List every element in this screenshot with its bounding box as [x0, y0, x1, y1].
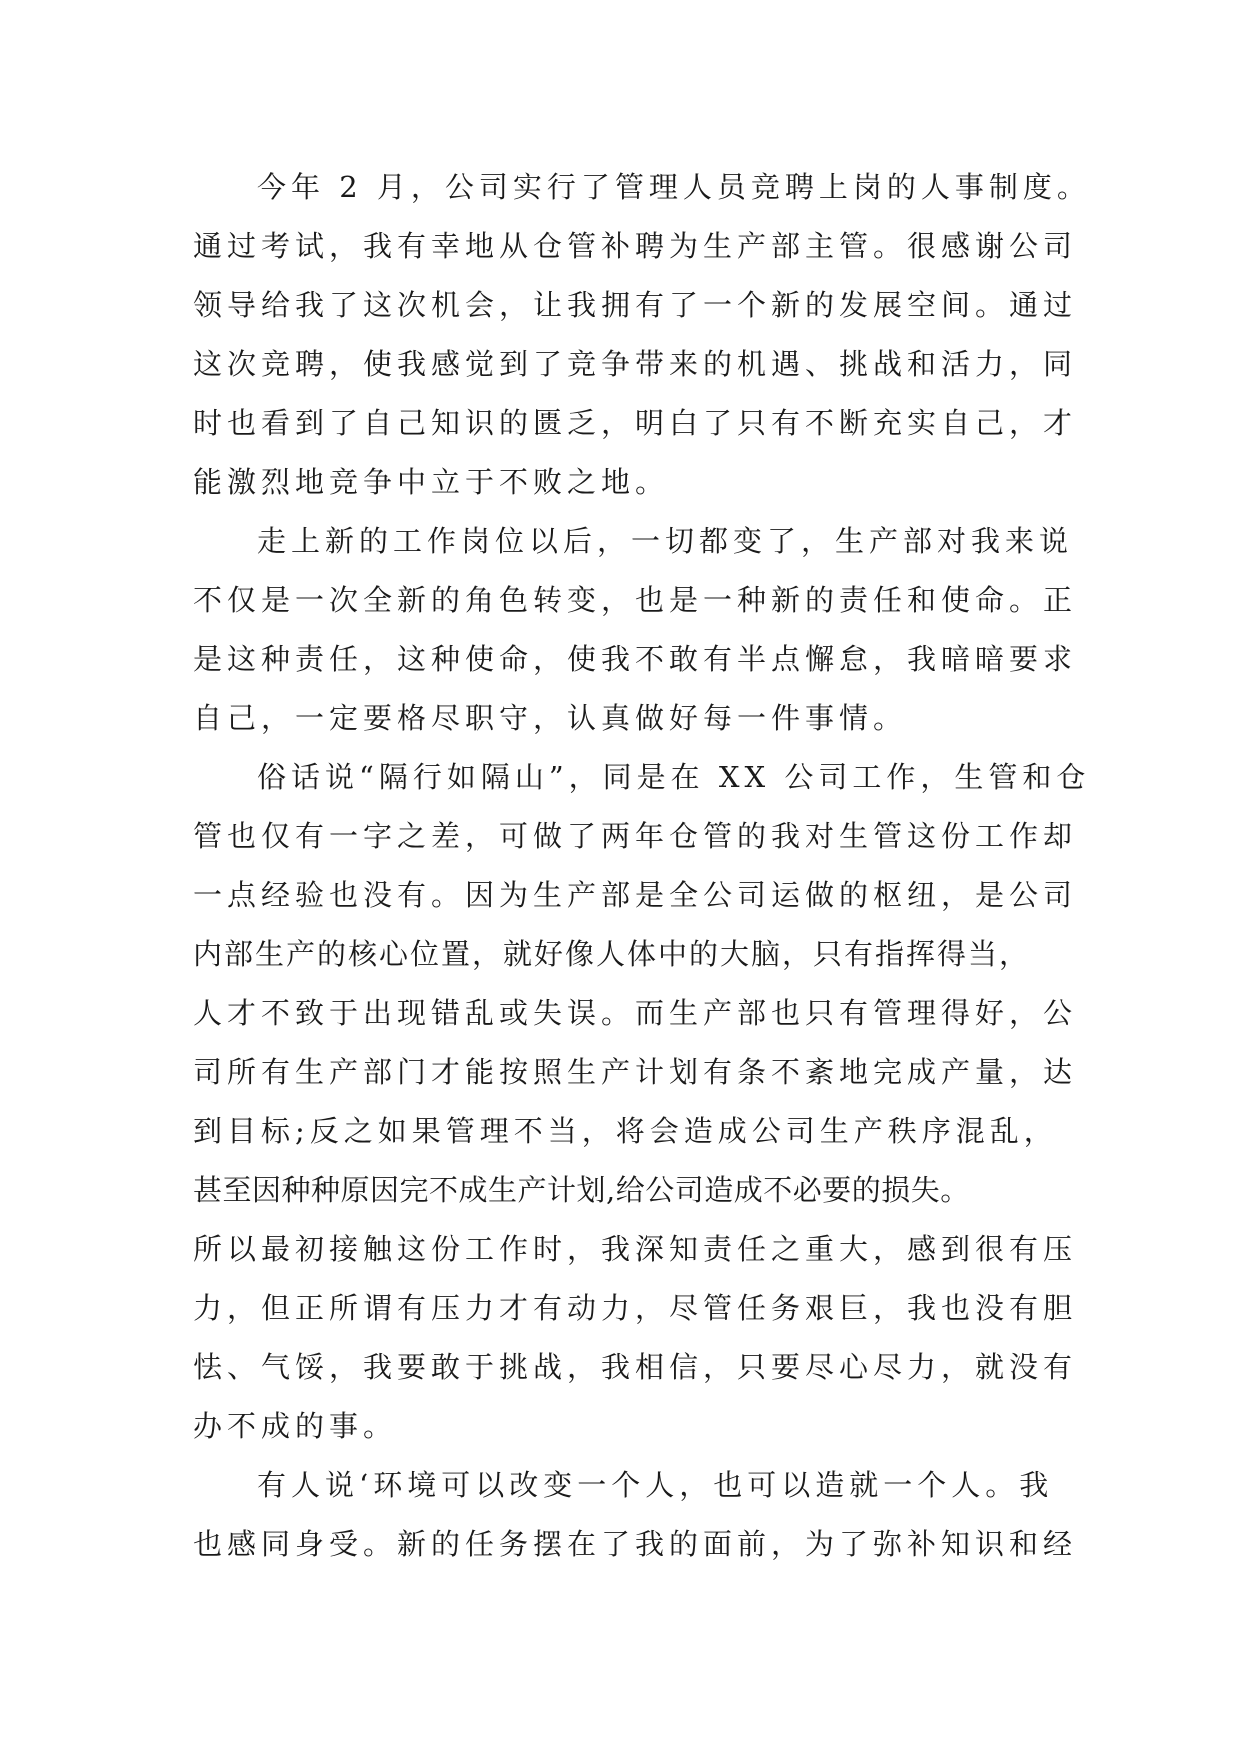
- paragraph-3-line-7: 到目标;反之如果管理不当，将会造成公司生产秩序混乱，: [193, 1114, 1058, 1148]
- paragraph-3-line-8: 甚至因种种原因完不成生产计划,给公司造成不必要的损失。: [193, 1173, 970, 1207]
- paragraph-3-line-11: 怯、气馁，我要敢于挑战，我相信，只要尽心尽力，就没有: [193, 1350, 1078, 1384]
- paragraph-3-line-4: 内部生产的核心位置，就好像人体中的大脑，只有指挥得当，: [193, 937, 1031, 971]
- paragraph-2-line-1: 走上新的工作岗位以后，一切都变了，生产部对我来说: [257, 524, 1074, 558]
- paragraph-3-line-2: 管也仅有一字之差，可做了两年仓管的我对生管这份工作却: [193, 819, 1078, 853]
- paragraph-2-line-3: 是这种责任，这种使命，使我不敢有半点懈怠，我暗暗要求: [193, 642, 1078, 676]
- paragraph-4-line-1: 有人说‘环境可以改变一个人，也可以造就一个人。我: [257, 1468, 1054, 1502]
- paragraph-1-line-4: 这次竞聘，使我感觉到了竞争带来的机遇、挑战和活力，同: [193, 347, 1078, 381]
- paragraph-1-line-2: 通过考试，我有幸地从仓管补聘为生产部主管。很感谢公司: [193, 229, 1078, 263]
- document-body: [193, 158, 1091, 1574]
- paragraph-1-line-6: 能激烈地竞争中立于不败之地。: [193, 465, 670, 499]
- paragraph-3-line-9: 所以最初接触这份工作时，我深知责任之重大，感到很有压: [193, 1232, 1078, 1266]
- paragraph-3-line-3: 一点经验也没有。因为生产部是全公司运做的枢纽，是公司: [193, 878, 1078, 912]
- paragraph-3-line-1: 俗话说“隔行如隔山”，同是在 XX 公司工作，生管和仓: [257, 760, 1091, 794]
- paragraph-1-line-5: 时也看到了自己知识的匮乏，明白了只有不断充实自己，才: [193, 406, 1078, 440]
- paragraph-1-line-3: 领导给我了这次机会，让我拥有了一个新的发展空间。通过: [193, 288, 1078, 322]
- paragraph-3-line-12: 办不成的事。: [193, 1409, 398, 1443]
- paragraph-2-line-2: 不仅是一次全新的角色转变，也是一种新的责任和使命。正: [193, 583, 1078, 617]
- paragraph-1-line-1: 今年 2 月，公司实行了管理人员竞聘上岗的人事制度。: [257, 170, 1091, 204]
- paragraph-2-line-4: 自己，一定要格尽职守，认真做好每一件事情。: [193, 701, 908, 735]
- paragraph-3-line-6: 司所有生产部门才能按照生产计划有条不紊地完成产量，达: [193, 1055, 1078, 1089]
- paragraph-4-line-2: 也感同身受。新的任务摆在了我的面前，为了弥补知识和经: [193, 1527, 1078, 1561]
- paragraph-3-line-5: 人才不致于出现错乱或失误。而生产部也只有管理得好，公: [193, 996, 1078, 1030]
- paragraph-3-line-10: 力，但正所谓有压力才有动力，尽管任务艰巨，我也没有胆: [193, 1291, 1078, 1325]
